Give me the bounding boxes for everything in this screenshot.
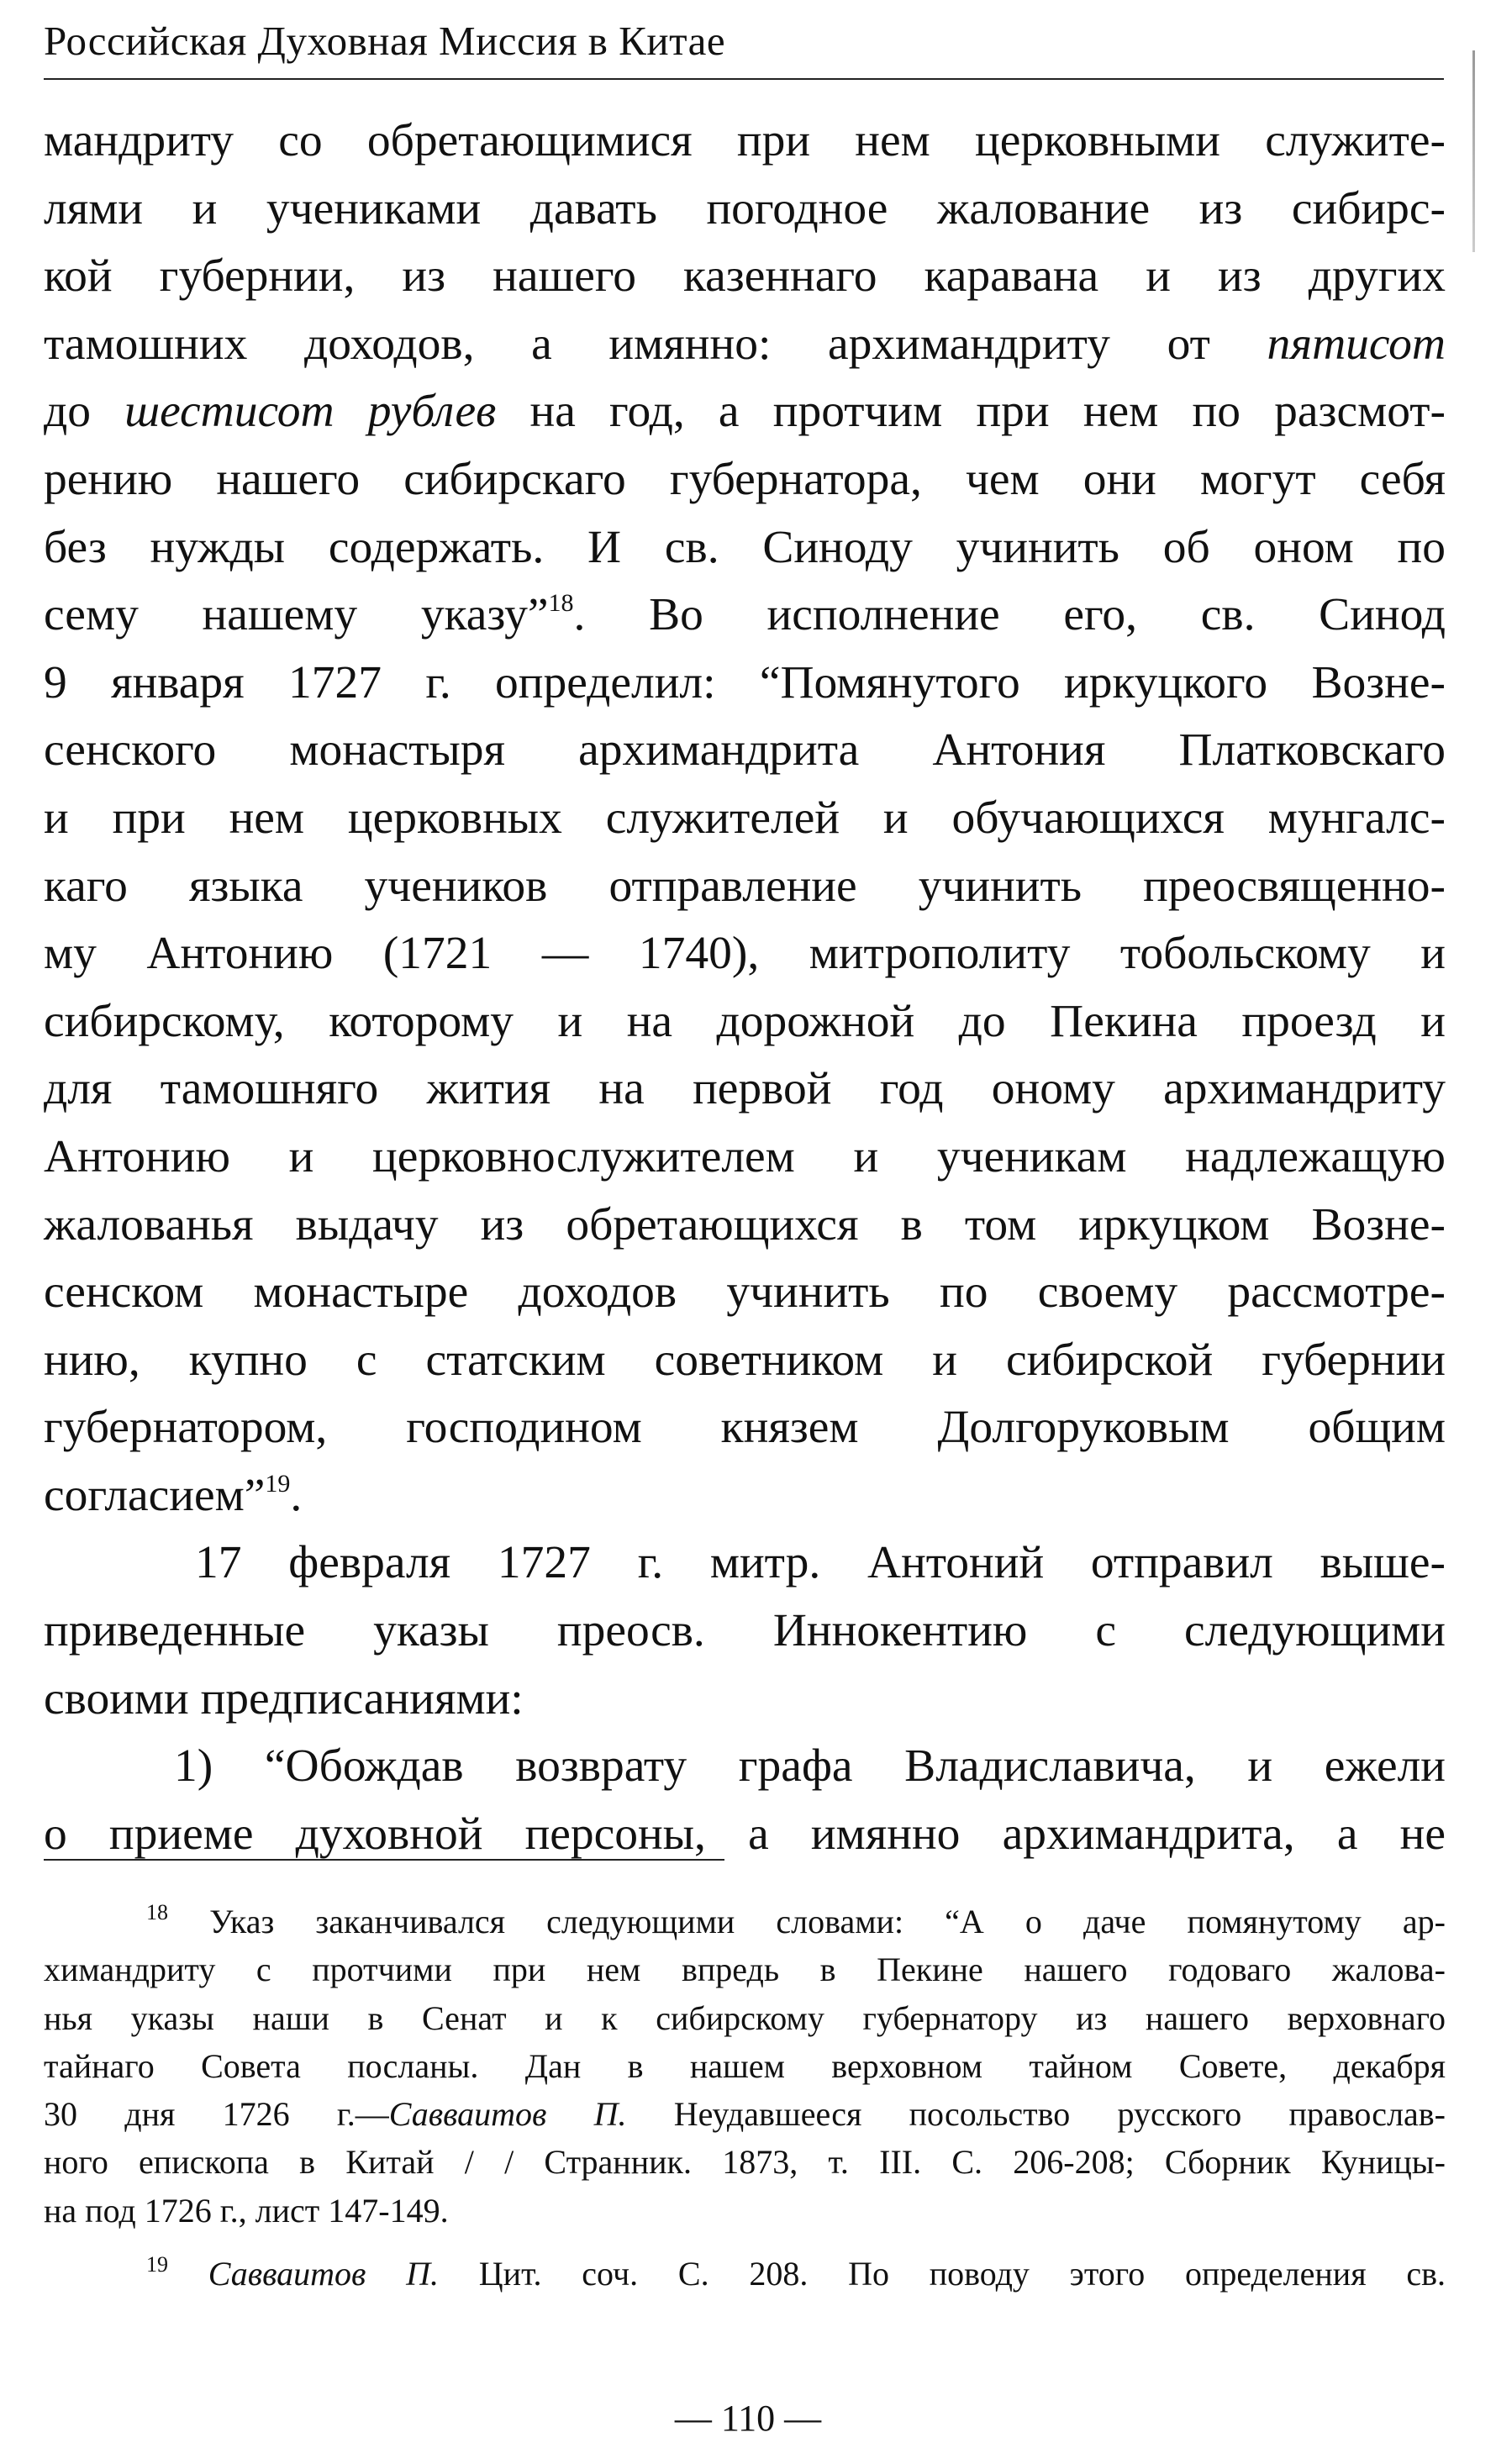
text-line: и при нем церковных служителей и обучающихся мунгалс- (44, 792, 1446, 844)
text-span: Указ заканчивался следующими словами: “А о даче помянутому ар- (168, 1903, 1446, 1940)
footnote-mark-19: 19 (146, 2252, 168, 2277)
main-text (44, 108, 1446, 1868)
text-line (44, 582, 1446, 650)
text-line: сенского монастыря архимандрита Антония Платковскаго (44, 724, 1446, 777)
text-span: . (290, 1469, 303, 1521)
footnote-line: тайнаго Совета посланы. Дан в нашем верховном тайном Совете, декабря (44, 2046, 1446, 2085)
text-line (44, 311, 1446, 379)
footnote-line: химандриту с протчими при нем впредь в Пекине нашего годоваго жалова- (44, 1951, 1446, 1989)
text-span: тамошних доходов, а имянно: архимандриту от (44, 318, 1267, 370)
italic-span: шестисот рублев (124, 386, 497, 438)
footnote-ref-18[interactable]: 18 (548, 589, 574, 618)
text-span: 30 дня 1726 г.— (44, 2095, 389, 2134)
running-head: Российская Духовная Миссия в Китае (44, 18, 726, 64)
text-line (44, 1462, 1446, 1530)
text-line: лями и учениками давать погодное жалование из сибирс- (44, 182, 1446, 234)
footnote-18 (44, 1898, 1446, 2235)
footnote-line (44, 1898, 1446, 1945)
text-line: для тамошняго жития на первой год оному архимандриту (44, 1063, 1446, 1115)
footnote-line: нья указы наши в Сенат и к сибирскому губернатору из нашего верховнаго (44, 1998, 1446, 2037)
paragraph-1 (44, 108, 1446, 1529)
text-line: жалованья выдачу из обретающихся в том иркуцком Возне- (44, 1198, 1446, 1250)
header-rule (44, 78, 1444, 80)
footnote-rule (44, 1859, 724, 1861)
text-line: 17 февраля 1727 г. митр. Антоний отправил выше- (195, 1537, 1446, 1589)
text-line (44, 378, 1446, 446)
italic-span: пятисот (1267, 318, 1446, 370)
text-line: своими предписаниями: (44, 1672, 524, 1724)
text-line: кой губернии, из нашего казеннаго каравана и из других (44, 250, 1446, 303)
text-span: на год, а протчим при нем по разсмот- (496, 386, 1446, 438)
italic-span: Савваитов П. (208, 2255, 440, 2293)
text-line: нию, купно с статским советником и сибирской губернии (44, 1334, 1446, 1386)
footnote-line (44, 2250, 1446, 2298)
text-span: до (44, 386, 125, 438)
text-line: Антонию и церковнослужителем и ученикам надлежащую (44, 1130, 1446, 1182)
text-line: приведенные указы преосв. Иннокентию с следующими (44, 1605, 1446, 1657)
footnote-mark-18: 18 (146, 1900, 168, 1924)
text-span: Неудавшееся посольство русского православ- (626, 2095, 1446, 2134)
footnotes (44, 1898, 1446, 2298)
footnote-line: ного епископа в Китай / / Странник. 1873, т. III. С. 206-208; Сборник Куницы- (44, 2143, 1446, 2182)
italic-span: Савваитов П. (388, 2095, 627, 2134)
footnote-line: на под 1726 г., лист 147-149. (44, 2191, 449, 2230)
text-span: . Во исполнение его, св. Синод (573, 589, 1446, 641)
text-span: Цит. соч. С. 208. По поводу этого определения св. (439, 2255, 1446, 2293)
text-line: рению нашего сибирскаго губернатора, чем они могут себя (44, 453, 1446, 505)
page-edge-mark (1472, 50, 1475, 252)
text-line: без нужды содержать. И св. Синоду учинить об оном по (44, 521, 1446, 573)
text-line: сибирскому, которому и на дорожной до Пекина проезд и (44, 995, 1446, 1047)
text-line: 1) “Обождав возврату графа Владиславича, и ежели (174, 1740, 1446, 1793)
paragraph-2 (44, 1529, 1446, 1733)
footnote-line (44, 2090, 1446, 2138)
text-span: согласием” (44, 1469, 266, 1521)
text-line: мандриту со обретающимися при нем церковными служите- (44, 115, 1446, 166)
page-number: — 110 — (674, 2398, 822, 2439)
footnote-ref-19[interactable]: 19 (265, 1469, 291, 1498)
footnote-19 (44, 2250, 1446, 2298)
text-line: губернатором, господином князем Долгоруковым общим (44, 1402, 1446, 1454)
text-span: сему нашему указу” (44, 589, 549, 641)
text-line: каго языка учеников отправление учинить преосвященно- (44, 860, 1446, 912)
text-line: 9 января 1727 г. определил: “Помянутого иркуцкого Возне- (44, 656, 1446, 708)
text-line: му Антонию (1721 — 1740), митрополиту тобольскому и (44, 928, 1446, 980)
text-line: о приеме духовной персоны, а имянно архимандрита, а не (44, 1808, 1446, 1860)
text-line: сенском монастыре доходов учинить по своему рассмотре- (44, 1266, 1446, 1319)
paragraph-3 (44, 1733, 1446, 1868)
